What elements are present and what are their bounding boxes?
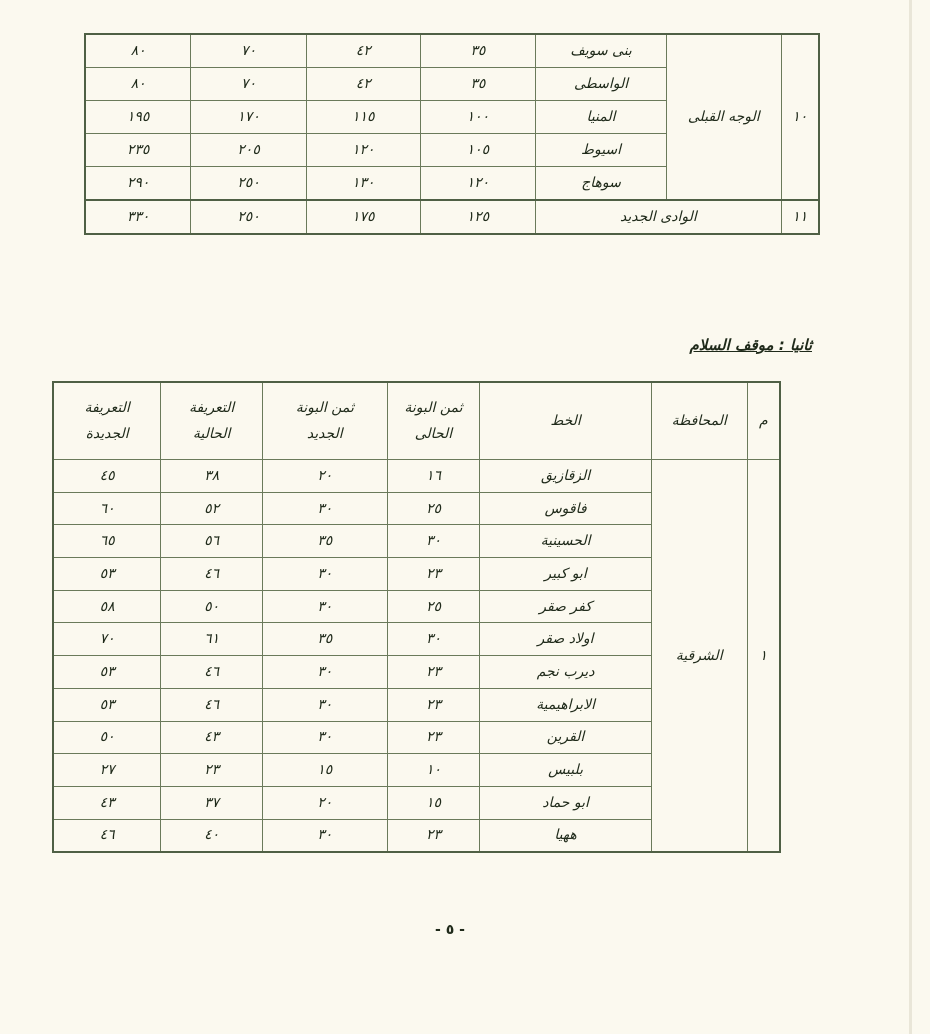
current-price-cell: ١٢٥	[420, 200, 536, 234]
line-cell: الابراهيمية	[480, 688, 651, 721]
current-price-cell: ٣٠	[387, 623, 480, 656]
current-price-cell: ٣٥	[420, 34, 536, 68]
new-price-cell: ٤٢	[306, 68, 420, 101]
new-fare-cell: ٧٠	[53, 623, 161, 656]
current-fare-cell: ٥٦	[161, 525, 263, 558]
header-current-price-line1: ثمن البونة	[404, 400, 463, 416]
header-new-fare-line2: الجديدة	[85, 426, 129, 442]
new-price-cell: ٣٠	[263, 558, 388, 591]
current-price-cell: ٢٣	[387, 721, 480, 754]
line-cell: اولاد صقر	[480, 623, 651, 656]
current-fare-cell: ٢٥٠	[191, 200, 307, 234]
header-new-price-line1: ثمن البونة	[295, 400, 354, 416]
new-price-cell: ٣٠	[263, 590, 388, 623]
header-current-fare	[161, 382, 263, 460]
line-cell: ههيا	[480, 819, 651, 852]
row-number: ١٠	[781, 34, 819, 200]
new-fare-cell: ٤٥	[53, 460, 161, 493]
current-price-cell: ٢٥	[387, 590, 480, 623]
line-cell: ابو حماد	[480, 786, 651, 819]
line-cell: بلبيس	[480, 754, 651, 787]
header-new-fare-line1: التعريفة	[84, 400, 130, 416]
line-cell: اسيوط	[536, 134, 667, 167]
new-price-cell: ٢٠	[263, 786, 388, 819]
current-price-cell: ٢٣	[387, 688, 480, 721]
new-price-cell: ٣٥	[263, 623, 388, 656]
fares-table-continued	[84, 33, 820, 235]
new-fare-cell: ٢٩٠	[85, 167, 191, 201]
current-price-cell: ١٦	[387, 460, 480, 493]
current-fare-cell: ٤٦	[161, 688, 263, 721]
line-cell: المنيا	[536, 101, 667, 134]
current-fare-cell: ٤٣	[161, 721, 263, 754]
new-price-cell: ١٥	[263, 754, 388, 787]
new-price-cell: ١٣٠	[306, 167, 420, 201]
current-fare-cell: ٢٥٠	[191, 167, 307, 201]
new-price-cell: ١٧٥	[306, 200, 420, 234]
table-row	[85, 200, 819, 234]
new-fare-cell: ٤٦	[53, 819, 161, 852]
current-fare-cell: ٤٦	[161, 656, 263, 689]
row-number: ١١	[781, 200, 819, 234]
current-price-cell: ١٠	[387, 754, 480, 787]
current-price-cell: ١٢٠	[420, 167, 536, 201]
page-number: - ٥ -	[435, 922, 465, 938]
current-price-cell: ٢٣	[387, 656, 480, 689]
line-cell: القرين	[480, 721, 651, 754]
governorate-cell: الشرقية	[651, 460, 747, 853]
header-new-fare	[53, 382, 161, 460]
header-current-fare-line2: الحالية	[192, 426, 231, 442]
header-new-price-line2: الجديد	[306, 426, 343, 442]
new-price-cell: ٤٢	[306, 34, 420, 68]
current-fare-cell: ٧٠	[191, 34, 307, 68]
current-fare-cell: ٦١	[161, 623, 263, 656]
new-fare-cell: ٥٣	[53, 558, 161, 591]
table-header-row	[53, 382, 780, 460]
current-price-cell: ١٥	[387, 786, 480, 819]
table-row	[53, 460, 780, 493]
new-price-cell: ٣٠	[263, 492, 388, 525]
current-fare-cell: ٢٣	[161, 754, 263, 787]
new-fare-cell: ٦٥	[53, 525, 161, 558]
current-price-cell: ١٠٥	[420, 134, 536, 167]
table-row	[85, 34, 819, 68]
current-fare-cell: ٥٢	[161, 492, 263, 525]
new-price-cell: ٣٥	[263, 525, 388, 558]
current-price-cell: ٢٥	[387, 492, 480, 525]
new-price-cell: ٣٠	[263, 656, 388, 689]
line-cell: ابو كبير	[480, 558, 651, 591]
page-edge	[909, 0, 912, 1034]
header-current-fare-line1: التعريفة	[188, 400, 235, 416]
new-fare-cell: ٣٣٠	[85, 200, 191, 234]
row-number: ١	[747, 460, 780, 853]
section-title: ثانيا : موقف السلام	[689, 336, 812, 354]
current-fare-cell: ٤٦	[161, 558, 263, 591]
new-price-cell: ٢٠	[263, 460, 388, 493]
new-price-cell: ٣٠	[263, 819, 388, 852]
line-cell: ديرب نجم	[480, 656, 651, 689]
line-cell: كفر صقر	[480, 590, 651, 623]
current-fare-cell: ٢٠٥	[191, 134, 307, 167]
header-line: الخط	[480, 382, 651, 460]
current-price-cell: ٣٥	[420, 68, 536, 101]
line-cell: بنى سويف	[536, 34, 667, 68]
new-fare-cell: ٥٨	[53, 590, 161, 623]
current-fare-cell: ٧٠	[191, 68, 307, 101]
header-current-price	[387, 382, 480, 460]
new-fare-cell: ٥٣	[53, 688, 161, 721]
line-cell: الوادى الجديد	[536, 200, 781, 234]
new-fare-cell: ٤٣	[53, 786, 161, 819]
header-current-price-line2: الحالى	[414, 426, 453, 442]
new-fare-cell: ٨٠	[85, 34, 191, 68]
header-new-price	[263, 382, 388, 460]
new-fare-cell: ٥٠	[53, 721, 161, 754]
region-cell: الوجه القبلى	[666, 34, 781, 200]
current-fare-cell: ٥٠	[161, 590, 263, 623]
current-price-cell: ٢٣	[387, 558, 480, 591]
salam-station-fares-table	[52, 381, 781, 853]
new-price-cell: ٣٠	[263, 688, 388, 721]
line-cell: الزقازيق	[480, 460, 651, 493]
new-fare-cell: ١٩٥	[85, 101, 191, 134]
line-cell: الواسطى	[536, 68, 667, 101]
header-num: م	[747, 382, 780, 460]
new-price-cell: ٣٠	[263, 721, 388, 754]
line-cell: فاقوس	[480, 492, 651, 525]
current-fare-cell: ٤٠	[161, 819, 263, 852]
line-cell: الحسينية	[480, 525, 651, 558]
current-price-cell: ٢٣	[387, 819, 480, 852]
current-price-cell: ١٠٠	[420, 101, 536, 134]
new-fare-cell: ٢٧	[53, 754, 161, 787]
current-price-cell: ٣٠	[387, 525, 480, 558]
current-fare-cell: ١٧٠	[191, 101, 307, 134]
new-price-cell: ١١٥	[306, 101, 420, 134]
new-fare-cell: ٨٠	[85, 68, 191, 101]
new-fare-cell: ٦٠	[53, 492, 161, 525]
new-fare-cell: ٥٣	[53, 656, 161, 689]
line-cell: سوهاج	[536, 167, 667, 201]
current-fare-cell: ٣٨	[161, 460, 263, 493]
new-fare-cell: ٢٣٥	[85, 134, 191, 167]
new-price-cell: ١٢٠	[306, 134, 420, 167]
header-governorate: المحافظة	[651, 382, 747, 460]
current-fare-cell: ٣٧	[161, 786, 263, 819]
